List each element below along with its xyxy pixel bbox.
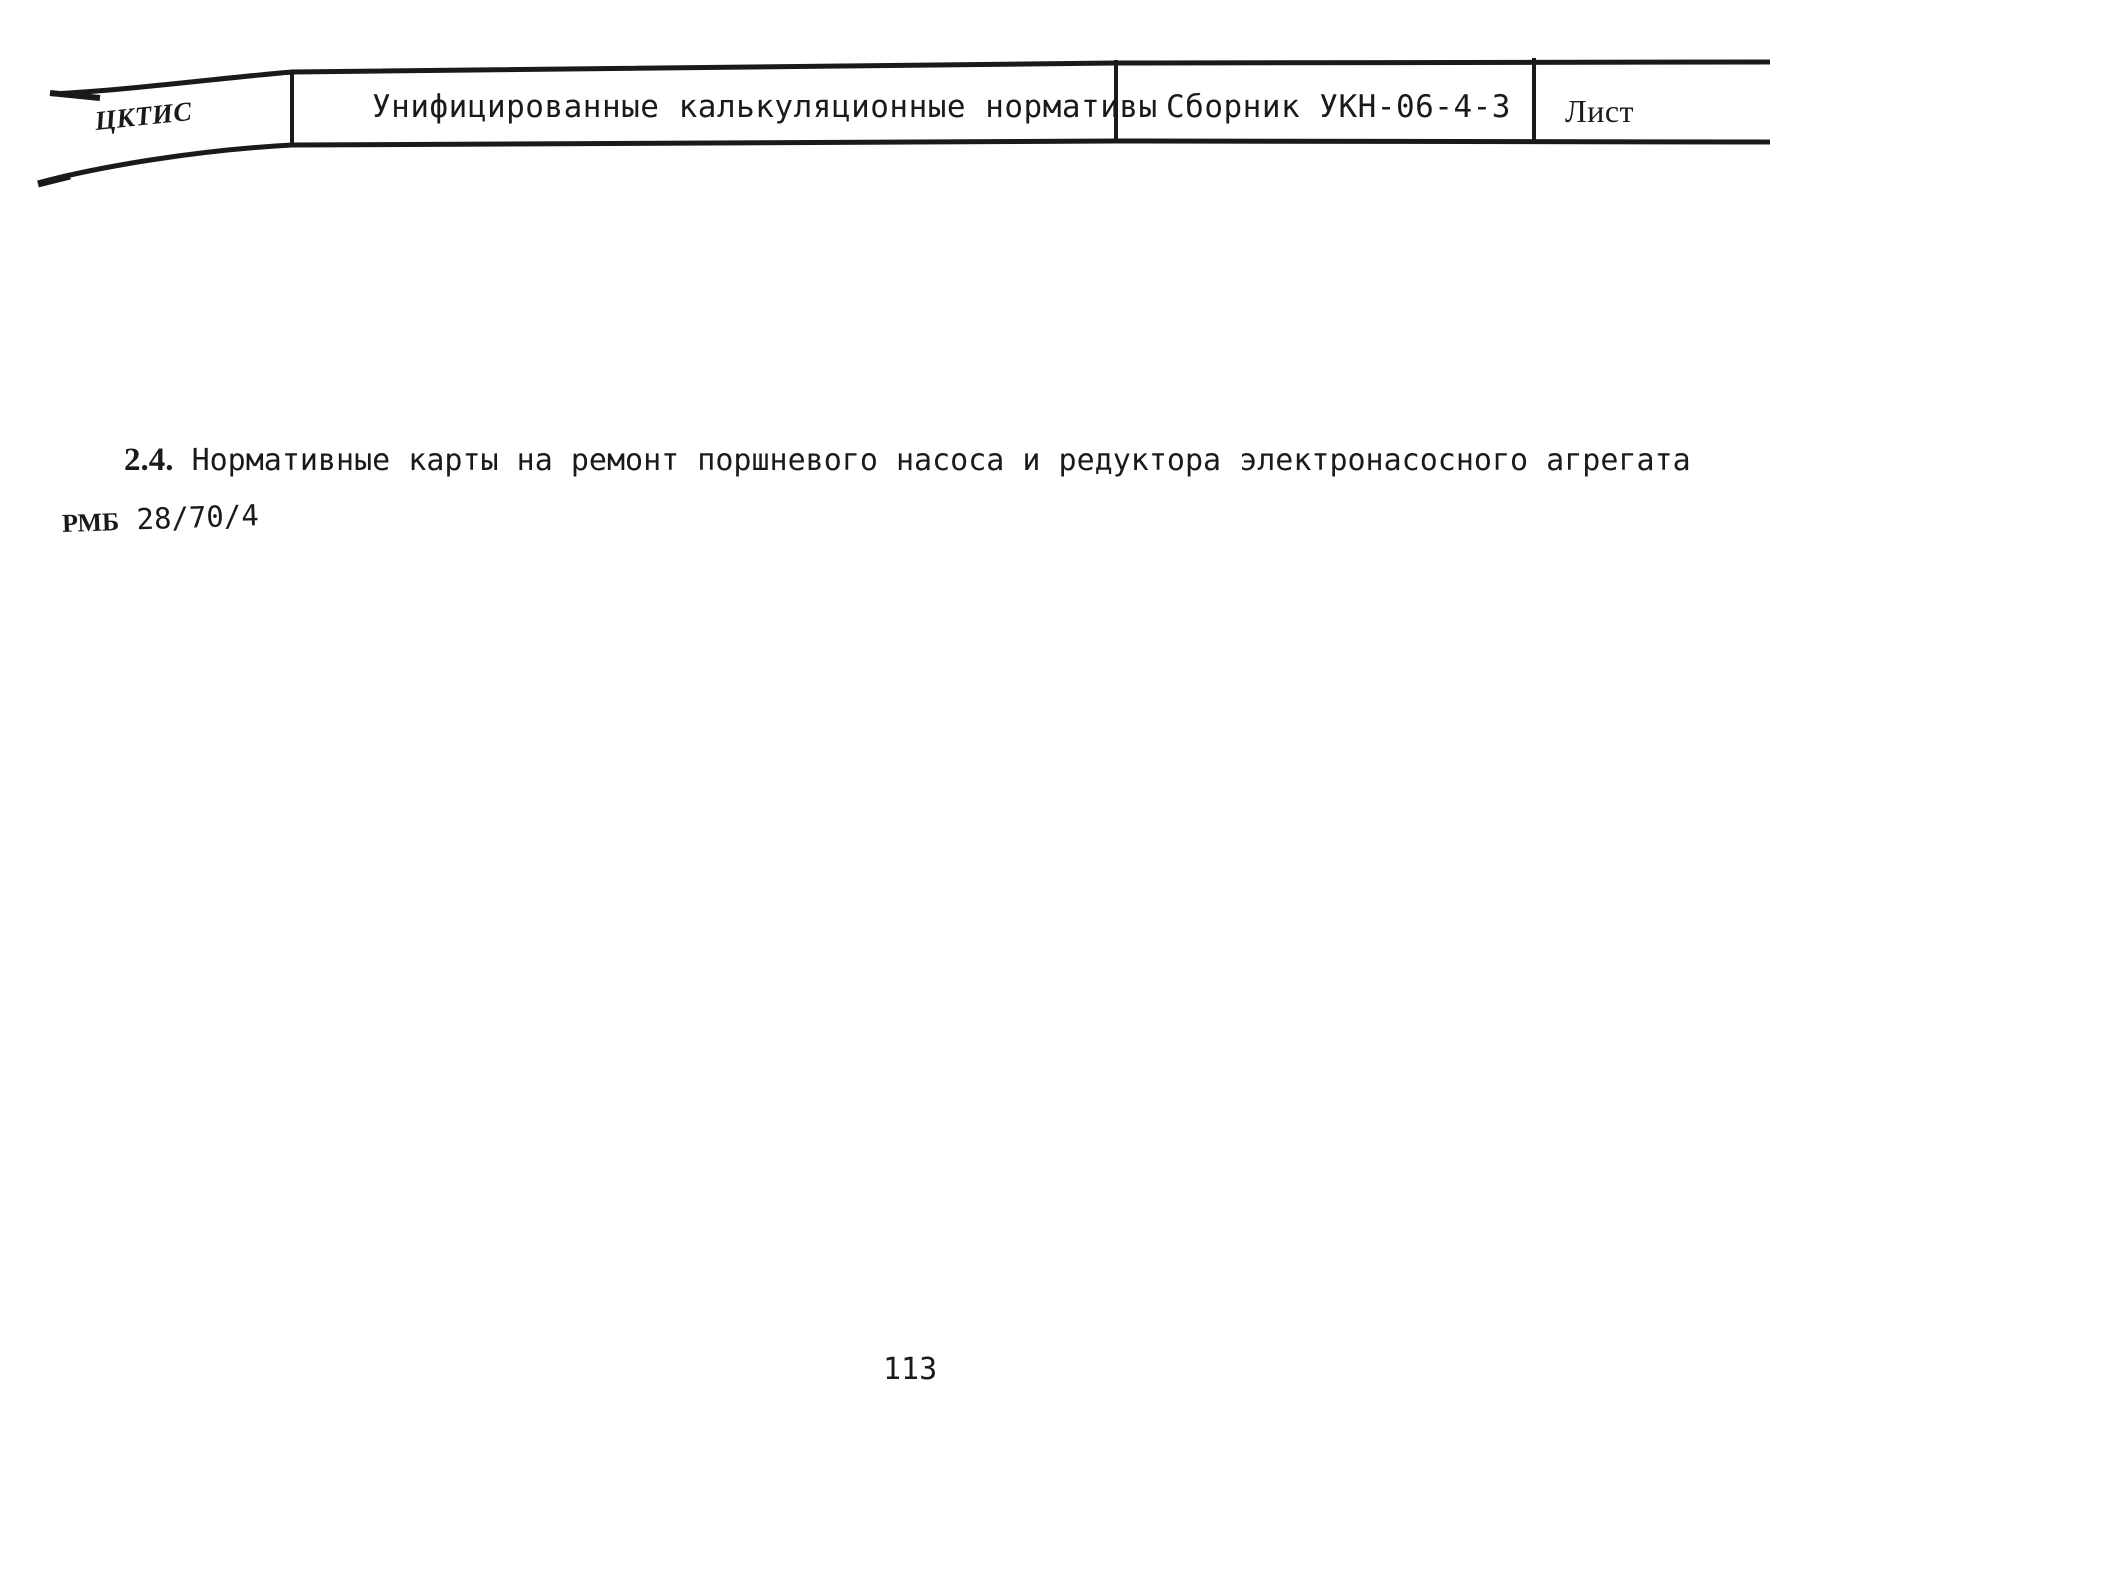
title-block-bottom-rule xyxy=(38,141,1770,183)
collection-label: Сборник УКН-06-4-3 xyxy=(1166,89,1511,125)
sheet-label: Лист xyxy=(1565,93,1635,129)
title-block xyxy=(0,0,2101,200)
document-code-number: 28/70/4 xyxy=(135,498,260,537)
document-title: Унифицированные калькуляционные нормативы xyxy=(372,89,1158,125)
section-heading xyxy=(124,444,1691,477)
section-number: 2.4. xyxy=(124,442,174,478)
page-number: 113 xyxy=(883,1352,938,1387)
document-code xyxy=(61,498,260,538)
section-title: Нормативные карты на ремонт поршневого насоса и редуктора электронасосного агрегата xyxy=(191,443,1691,478)
document-code-prefix: РМБ xyxy=(61,507,120,538)
org-name: ЦКТИС xyxy=(93,95,194,136)
